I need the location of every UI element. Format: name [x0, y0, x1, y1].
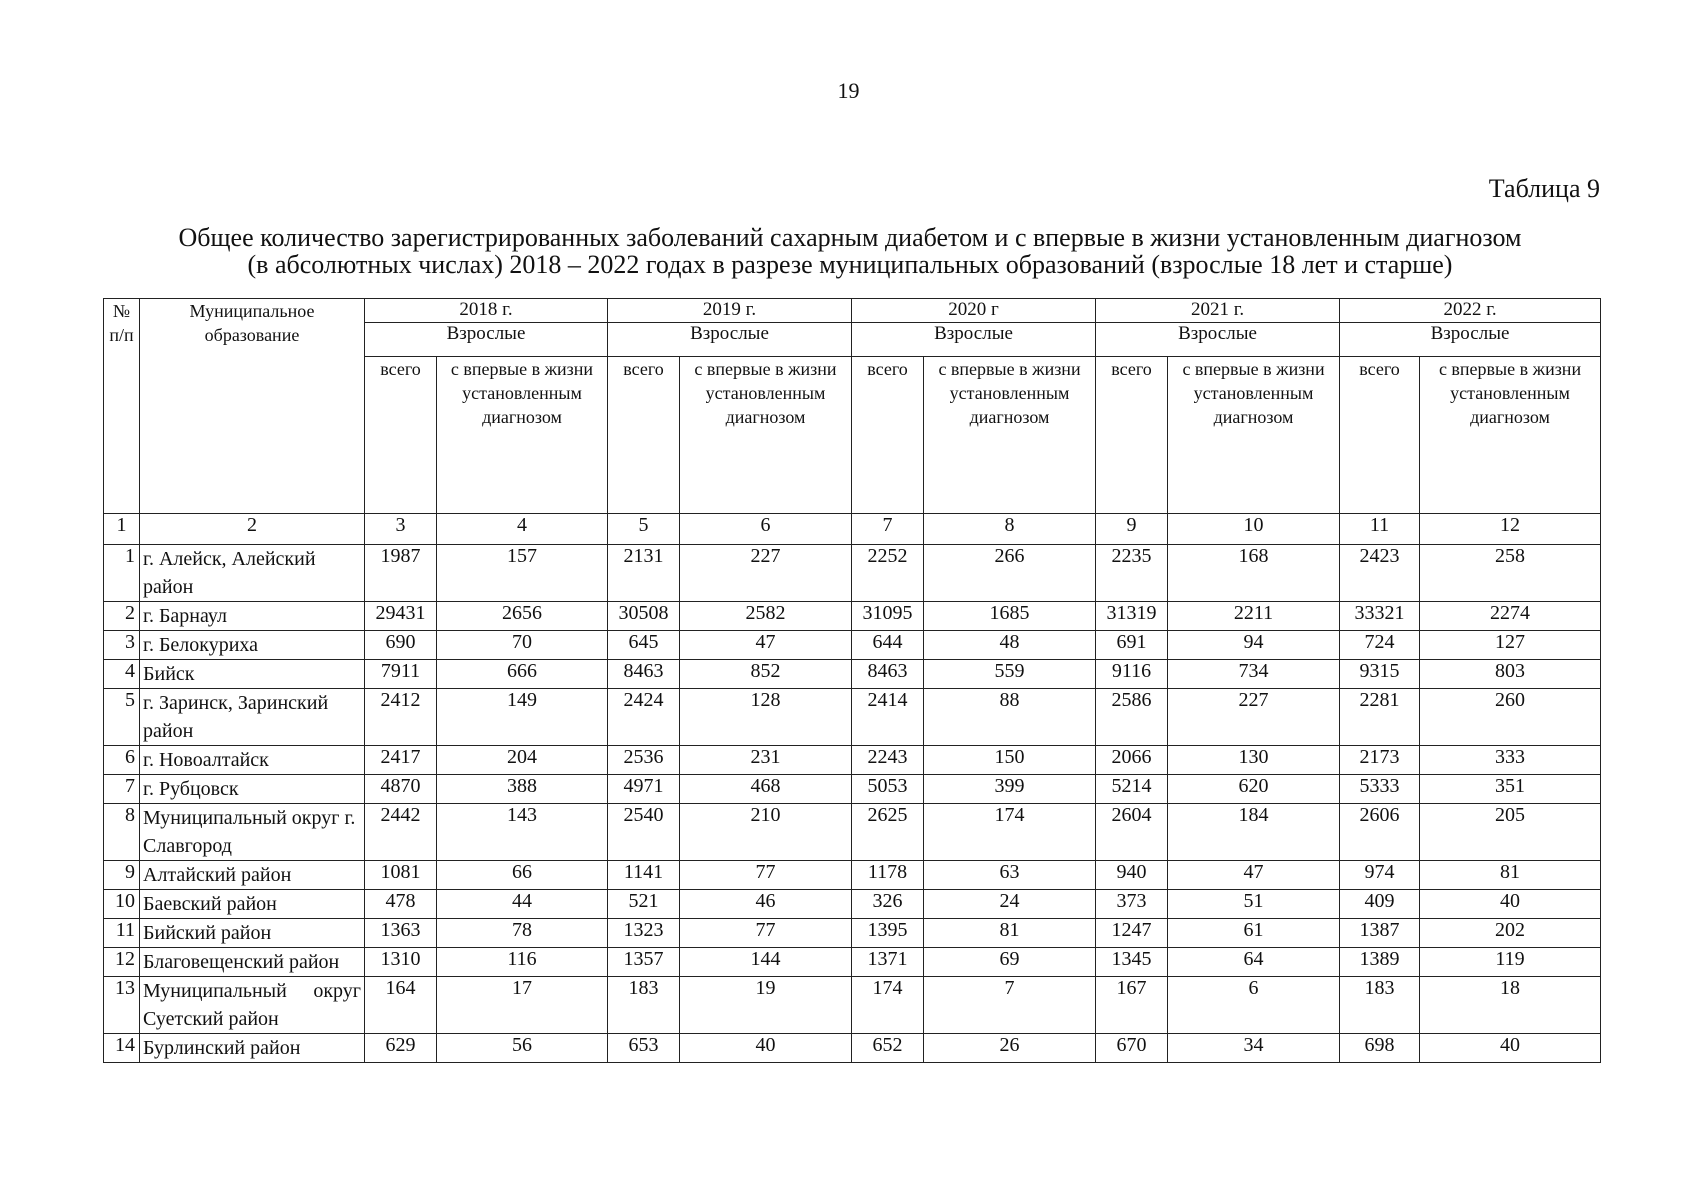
value-total: 1363: [365, 919, 437, 948]
value-new: 44: [437, 890, 608, 919]
header-new-line2: установленным: [462, 383, 582, 403]
value-total: 409: [1340, 890, 1420, 919]
value-total: 1357: [608, 948, 680, 977]
row-number: 13: [104, 977, 140, 1034]
value-new: 803: [1420, 660, 1601, 689]
value-total: 1178: [852, 861, 924, 890]
value-new: 2211: [1168, 602, 1340, 631]
header-new: [1168, 357, 1340, 514]
row-number: 8: [104, 804, 140, 861]
value-new: 399: [924, 775, 1096, 804]
header-new-line1: с впервые в жизни: [1438, 359, 1582, 379]
value-total: 1310: [365, 948, 437, 977]
header-group: Взрослые: [1096, 323, 1340, 357]
table-row: [104, 775, 1601, 804]
value-new: 6: [1168, 977, 1340, 1034]
value-new: 666: [437, 660, 608, 689]
value-total: 724: [1340, 631, 1420, 660]
value-new: 260: [1420, 689, 1601, 746]
row-number: 9: [104, 861, 140, 890]
value-total: 478: [365, 890, 437, 919]
value-total: 2066: [1096, 746, 1168, 775]
value-new: 88: [924, 689, 1096, 746]
value-new: 734: [1168, 660, 1340, 689]
value-new: 227: [680, 545, 852, 602]
column-number: 3: [365, 514, 437, 545]
value-new: 40: [1420, 1034, 1601, 1063]
municipality-name: г. Барнаул: [140, 602, 365, 631]
value-total: 940: [1096, 861, 1168, 890]
header-year: 2020 г: [852, 299, 1096, 323]
row-number: 6: [104, 746, 140, 775]
value-new: 144: [680, 948, 852, 977]
value-total: 1371: [852, 948, 924, 977]
value-new: 168: [1168, 545, 1340, 602]
header-new-line2: установленным: [1193, 383, 1314, 403]
municipality-name: г. Белокуриха: [140, 631, 365, 660]
value-total: 31095: [852, 602, 924, 631]
value-total: 2417: [365, 746, 437, 775]
value-total: 4971: [608, 775, 680, 804]
row-number: 11: [104, 919, 140, 948]
column-number: 1: [104, 514, 140, 545]
value-total: 2586: [1096, 689, 1168, 746]
column-number: 12: [1420, 514, 1601, 545]
value-new: 266: [924, 545, 1096, 602]
value-new: 81: [924, 919, 1096, 948]
value-total: 2235: [1096, 545, 1168, 602]
value-total: 690: [365, 631, 437, 660]
municipality-name: г. Алейск, Алейский район: [140, 545, 365, 602]
value-new: 47: [680, 631, 852, 660]
value-new: 388: [437, 775, 608, 804]
value-new: 116: [437, 948, 608, 977]
value-total: 653: [608, 1034, 680, 1063]
value-total: 2423: [1340, 545, 1420, 602]
value-new: 128: [680, 689, 852, 746]
header-new-line1: с впервые в жизни: [938, 359, 1081, 379]
row-number: 10: [104, 890, 140, 919]
value-new: 149: [437, 689, 608, 746]
value-new: 150: [924, 746, 1096, 775]
value-new: 852: [680, 660, 852, 689]
value-total: 183: [1340, 977, 1420, 1034]
value-total: 698: [1340, 1034, 1420, 1063]
header-new-line3: диагнозом: [969, 407, 1050, 427]
table-row: [104, 804, 1601, 861]
value-total: 2243: [852, 746, 924, 775]
header-year: 2018 г.: [365, 299, 608, 323]
table-row: [104, 602, 1601, 631]
value-total: 2412: [365, 689, 437, 746]
value-new: 202: [1420, 919, 1601, 948]
value-new: 46: [680, 890, 852, 919]
header-new: [1420, 357, 1601, 514]
header-new-line3: диагнозом: [482, 407, 562, 427]
table-row: [104, 919, 1601, 948]
value-new: 258: [1420, 545, 1601, 602]
header-year: 2022 г.: [1340, 299, 1601, 323]
value-total: 1387: [1340, 919, 1420, 948]
table-row: [104, 631, 1601, 660]
value-total: 521: [608, 890, 680, 919]
value-new: 81: [1420, 861, 1601, 890]
header-new: [680, 357, 852, 514]
table-label: Таблица 9: [1488, 174, 1600, 203]
header-new-line3: диагнозом: [1213, 407, 1294, 427]
table-row: [104, 746, 1601, 775]
value-total: 33321: [1340, 602, 1420, 631]
row-number: 1: [104, 545, 140, 602]
value-total: 29431: [365, 602, 437, 631]
header-year: 2021 г.: [1096, 299, 1340, 323]
value-new: 119: [1420, 948, 1601, 977]
value-new: 40: [1420, 890, 1601, 919]
value-total: 167: [1096, 977, 1168, 1034]
value-total: 1247: [1096, 919, 1168, 948]
value-total: 1323: [608, 919, 680, 948]
value-total: 2173: [1340, 746, 1420, 775]
header-new-line1: с впервые в жизни: [1182, 359, 1325, 379]
value-new: 94: [1168, 631, 1340, 660]
value-total: 1081: [365, 861, 437, 890]
row-number: 3: [104, 631, 140, 660]
value-total: 2606: [1340, 804, 1420, 861]
value-new: 69: [924, 948, 1096, 977]
value-total: 2281: [1340, 689, 1420, 746]
value-new: 70: [437, 631, 608, 660]
value-total: 7911: [365, 660, 437, 689]
row-number: 7: [104, 775, 140, 804]
row-number: 12: [104, 948, 140, 977]
column-number: 6: [680, 514, 852, 545]
value-new: 2656: [437, 602, 608, 631]
column-number: 10: [1168, 514, 1340, 545]
page-number: 19: [837, 78, 860, 103]
value-new: 40: [680, 1034, 852, 1063]
municipality-name: г. Рубцовск: [140, 775, 365, 804]
value-new: 1685: [924, 602, 1096, 631]
row-number: 4: [104, 660, 140, 689]
title-line-1: Общее количество зарегистрированных заболеваний сахарным диабетом и с впервые в жизни установленным диагнозом: [178, 223, 1522, 252]
value-new: 47: [1168, 861, 1340, 890]
header-group: Взрослые: [608, 323, 852, 357]
table-row: [104, 1034, 1601, 1063]
value-total: 4870: [365, 775, 437, 804]
value-total: 652: [852, 1034, 924, 1063]
value-total: 670: [1096, 1034, 1168, 1063]
header-name-cell: [140, 299, 365, 514]
value-new: 559: [924, 660, 1096, 689]
municipality-name: г. Новоалтайск: [140, 746, 365, 775]
value-new: 18: [1420, 977, 1601, 1034]
value-new: 351: [1420, 775, 1601, 804]
header-no-line1: №: [112, 301, 131, 321]
value-new: 2582: [680, 602, 852, 631]
header-total: всего: [365, 357, 437, 514]
header-new-line1: с впервые в жизни: [450, 359, 594, 379]
header-group: Взрослые: [365, 323, 608, 357]
value-total: 974: [1340, 861, 1420, 890]
value-total: 2604: [1096, 804, 1168, 861]
value-total: 31319: [1096, 602, 1168, 631]
value-new: 227: [1168, 689, 1340, 746]
value-total: 2424: [608, 689, 680, 746]
header-new: [437, 357, 608, 514]
value-total: 5053: [852, 775, 924, 804]
value-total: 1395: [852, 919, 924, 948]
table-body: [104, 545, 1601, 1063]
header-group: Взрослые: [852, 323, 1096, 357]
row-number: 2: [104, 602, 140, 631]
municipality-name: Благовещенский район: [140, 948, 365, 977]
column-number: 11: [1340, 514, 1420, 545]
column-number-row: [104, 514, 1601, 545]
value-total: 644: [852, 631, 924, 660]
value-total: 174: [852, 977, 924, 1034]
header-new: [924, 357, 1096, 514]
value-new: 78: [437, 919, 608, 948]
column-number: 7: [852, 514, 924, 545]
value-total: 9116: [1096, 660, 1168, 689]
municipality-name-line2: Суетский район: [143, 1008, 279, 1030]
value-total: 5333: [1340, 775, 1420, 804]
value-new: 157: [437, 545, 608, 602]
value-new: 19: [680, 977, 852, 1034]
value-new: 7: [924, 977, 1096, 1034]
municipality-name-part2: округ: [313, 980, 361, 1002]
municipality-name: Баевский район: [140, 890, 365, 919]
value-new: 204: [437, 746, 608, 775]
value-new: 17: [437, 977, 608, 1034]
header-new-line2: установленным: [705, 383, 826, 403]
value-new: 24: [924, 890, 1096, 919]
value-total: 2252: [852, 545, 924, 602]
row-number: 14: [104, 1034, 140, 1063]
value-new: 127: [1420, 631, 1601, 660]
table-row: [104, 948, 1601, 977]
municipality-name: Бийский район: [140, 919, 365, 948]
header-new-line3: диагнозом: [725, 407, 806, 427]
value-total: 2536: [608, 746, 680, 775]
value-new: 48: [924, 631, 1096, 660]
value-total: 30508: [608, 602, 680, 631]
municipality-name: Алтайский район: [140, 861, 365, 890]
value-new: 66: [437, 861, 608, 890]
header-new-line3: диагнозом: [1470, 407, 1550, 427]
diabetes-table: [103, 298, 1601, 1063]
value-total: 1987: [365, 545, 437, 602]
header-total: всего: [1340, 357, 1420, 514]
table-row: [104, 689, 1601, 746]
value-total: 164: [365, 977, 437, 1034]
header-no-line2: п/п: [109, 325, 134, 345]
value-new: 34: [1168, 1034, 1340, 1063]
header-new-line2: установленным: [949, 383, 1070, 403]
header-row-years: [104, 299, 1601, 323]
value-new: 56: [437, 1034, 608, 1063]
municipality-name: Муниципальный округ г. Славгород: [140, 804, 365, 861]
value-total: 2540: [608, 804, 680, 861]
title-line-2: (в абсолютных числах) 2018 – 2022 годах в разрезе муниципальных образований (взрослые 18 лет и старше): [247, 250, 1453, 279]
table-row: [104, 545, 1601, 602]
value-new: 143: [437, 804, 608, 861]
value-total: 183: [608, 977, 680, 1034]
value-total: 1141: [608, 861, 680, 890]
value-total: 8463: [852, 660, 924, 689]
value-total: 9315: [1340, 660, 1420, 689]
value-total: 691: [1096, 631, 1168, 660]
value-total: 2625: [852, 804, 924, 861]
value-total: 1345: [1096, 948, 1168, 977]
value-new: 77: [680, 861, 852, 890]
value-total: 5214: [1096, 775, 1168, 804]
table-row: [104, 660, 1601, 689]
header-total: всего: [852, 357, 924, 514]
municipality-name-part1: Муниципальный: [143, 980, 287, 1002]
row-number: 5: [104, 689, 140, 746]
value-new: 26: [924, 1034, 1096, 1063]
column-number: 9: [1096, 514, 1168, 545]
value-new: 63: [924, 861, 1096, 890]
value-new: 130: [1168, 746, 1340, 775]
value-total: 8463: [608, 660, 680, 689]
header-name-line1: Муниципальное: [189, 301, 315, 321]
municipality-name-line1: [143, 977, 361, 1005]
municipality-name: Бийск: [140, 660, 365, 689]
value-total: 373: [1096, 890, 1168, 919]
value-new: 51: [1168, 890, 1340, 919]
header-total: всего: [1096, 357, 1168, 514]
column-number: 2: [140, 514, 365, 545]
value-total: 1389: [1340, 948, 1420, 977]
value-total: 645: [608, 631, 680, 660]
value-new: 210: [680, 804, 852, 861]
column-number: 5: [608, 514, 680, 545]
value-new: 2274: [1420, 602, 1601, 631]
header-total: всего: [608, 357, 680, 514]
table-row: [104, 890, 1601, 919]
municipality-name: Бурлинский район: [140, 1034, 365, 1063]
value-new: 77: [680, 919, 852, 948]
column-number: 8: [924, 514, 1096, 545]
header-new-line1: с впервые в жизни: [694, 359, 837, 379]
value-total: 2414: [852, 689, 924, 746]
document-title: [100, 224, 1600, 278]
header-year: 2019 г.: [608, 299, 852, 323]
value-total: 326: [852, 890, 924, 919]
value-new: 468: [680, 775, 852, 804]
value-new: 64: [1168, 948, 1340, 977]
table-row: [104, 977, 1601, 1034]
value-new: 174: [924, 804, 1096, 861]
value-total: 2442: [365, 804, 437, 861]
value-new: 231: [680, 746, 852, 775]
header-name-line2: образование: [204, 325, 300, 345]
value-new: 620: [1168, 775, 1340, 804]
column-number: 4: [437, 514, 608, 545]
municipality-name: г. Заринск, Заринский район: [140, 689, 365, 746]
value-new: 333: [1420, 746, 1601, 775]
municipality-name: [140, 977, 365, 1034]
value-new: 184: [1168, 804, 1340, 861]
value-new: 61: [1168, 919, 1340, 948]
value-new: 205: [1420, 804, 1601, 861]
header-no-cell: [104, 299, 140, 514]
value-total: 2131: [608, 545, 680, 602]
table-row: [104, 861, 1601, 890]
header-new-line2: установленным: [1450, 383, 1570, 403]
value-total: 629: [365, 1034, 437, 1063]
header-group: Взрослые: [1340, 323, 1601, 357]
